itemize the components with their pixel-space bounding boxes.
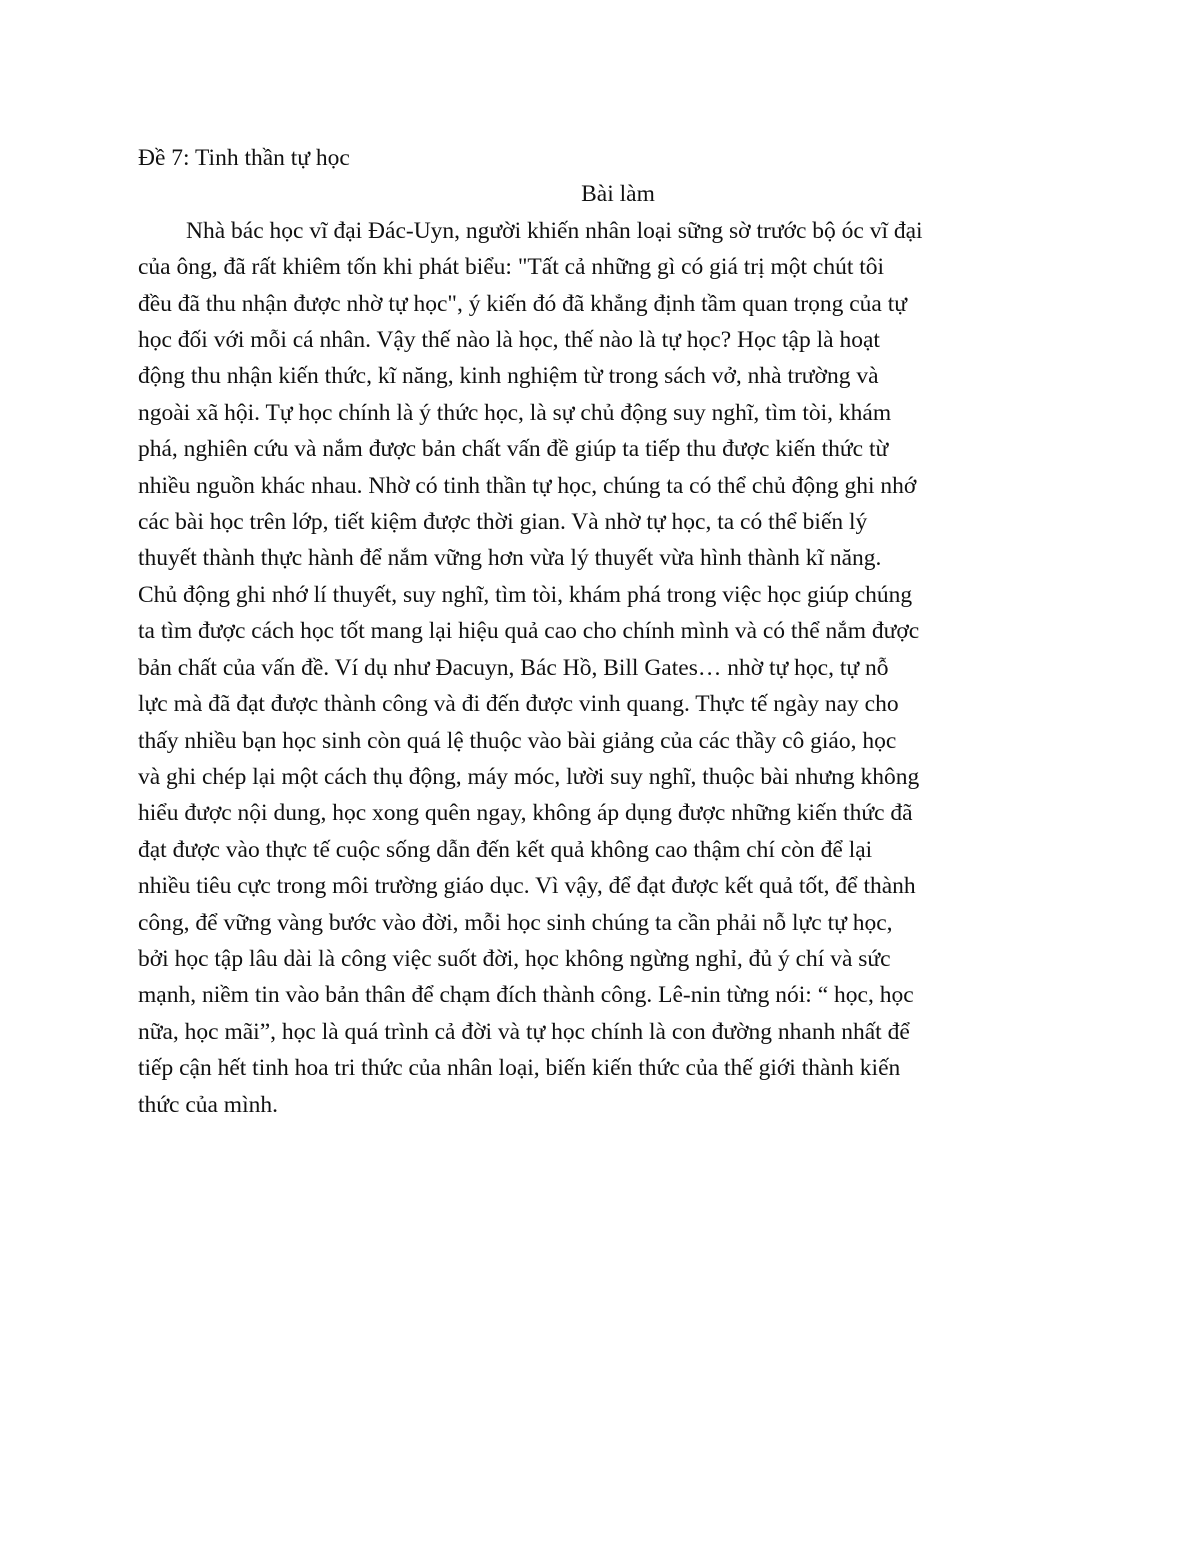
paragraph-line: ngoài xã hội. Tự học chính là ý thức học, là sự chủ động suy nghĩ, tìm tòi, khám: [138, 399, 892, 426]
paragraph-line: và ghi chép lại một cách thụ động, máy móc, lười suy nghĩ, thuộc bài nhưng không: [138, 763, 920, 790]
paragraph-line: các bài học trên lớp, tiết kiệm được thời gian. Và nhờ tự học, ta có thể biến lý: [138, 509, 868, 536]
essay-title: Đề 7: Tinh thần tự học: [138, 145, 350, 171]
paragraph-line: Nhà bác học vĩ đại Đác-Uyn, người khiến nhân loại sững sờ trước bộ óc vĩ đại: [186, 217, 923, 244]
paragraph-line: học đối với mỗi cá nhân. Vậy thế nào là học, thế nào là tự học? Học tập là hoạt: [138, 327, 880, 354]
paragraph-line: bản chất của vấn đề. Ví dụ như Đacuyn, Bác Hồ, Bill Gates… nhờ tự học, tự nỗ: [138, 654, 889, 681]
paragraph-line: tiếp cận hết tinh hoa tri thức của nhân loại, biến kiến thức của thế giới thành kiến: [138, 1055, 901, 1082]
paragraph-line: lực mà đã đạt được thành công và đi đến được vinh quang. Thực tế ngày nay cho: [138, 691, 899, 718]
paragraph-line: thức của mình.: [138, 1091, 278, 1118]
paragraph-line: công, để vững vàng bước vào đời, mỗi học sinh chúng ta cần phải nỗ lực tự học,: [138, 909, 893, 936]
paragraph-line: động thu nhận kiến thức, kĩ năng, kinh nghiệm từ trong sách vở, nhà trường và: [138, 363, 879, 390]
paragraph-line: thấy nhiều bạn học sinh còn quá lệ thuộc vào bài giảng của các thầy cô giáo, học: [138, 727, 897, 754]
paragraph-line: mạnh, niềm tin vào bản thân để chạm đích thành công. Lê-nin từng nói: “ học, học: [138, 982, 914, 1009]
paragraph-line: Chủ động ghi nhớ lí thuyết, suy nghĩ, tìm tòi, khám phá trong việc học giúp chúng: [138, 581, 913, 608]
paragraph-line: bởi học tập lâu dài là công việc suốt đời, học không ngừng nghỉ, đủ ý chí và sức: [138, 945, 891, 972]
paragraph-line: đạt được vào thực tế cuộc sống dẫn đến kết quả không cao thậm chí còn để lại: [138, 836, 873, 863]
essay-text-block: [138, 140, 1058, 1123]
paragraph-line: nhiều nguồn khác nhau. Nhờ có tinh thần tự học, chúng ta có thể chủ động ghi nhớ: [138, 472, 917, 499]
essay-subtitle: Bài làm: [581, 181, 655, 208]
paragraph-line: nữa, học mãi”, học là quá trình cả đời và tự học chính là con đường nhanh nhất để: [138, 1018, 910, 1045]
paragraph-line: ta tìm được cách học tốt mang lại hiệu quả cao cho chính mình và có thể nắm được: [138, 618, 920, 645]
paragraph-line: đều đã thu nhận được nhờ tự học", ý kiến đó đã khẳng định tầm quan trọng của tự: [138, 290, 908, 317]
paragraph-line: nhiều tiêu cực trong môi trường giáo dục. Vì vậy, để đạt được kết quả tốt, để thành: [138, 873, 916, 900]
paragraph-line: hiểu được nội dung, học xong quên ngay, không áp dụng được những kiến thức đã: [138, 800, 913, 827]
essay-paragraph: [138, 213, 1058, 1123]
paragraph-line: phá, nghiên cứu và nắm được bản chất vấn đề giúp ta tiếp thu được kiến thức từ: [138, 436, 889, 463]
paragraph-line: thuyết thành thực hành để nắm vững hơn vừa lý thuyết vừa hình thành kĩ năng.: [138, 545, 882, 572]
paragraph-line: của ông, đã rất khiêm tốn khi phát biểu: "Tất cả những gì có giá trị một chút tôi: [138, 254, 885, 281]
